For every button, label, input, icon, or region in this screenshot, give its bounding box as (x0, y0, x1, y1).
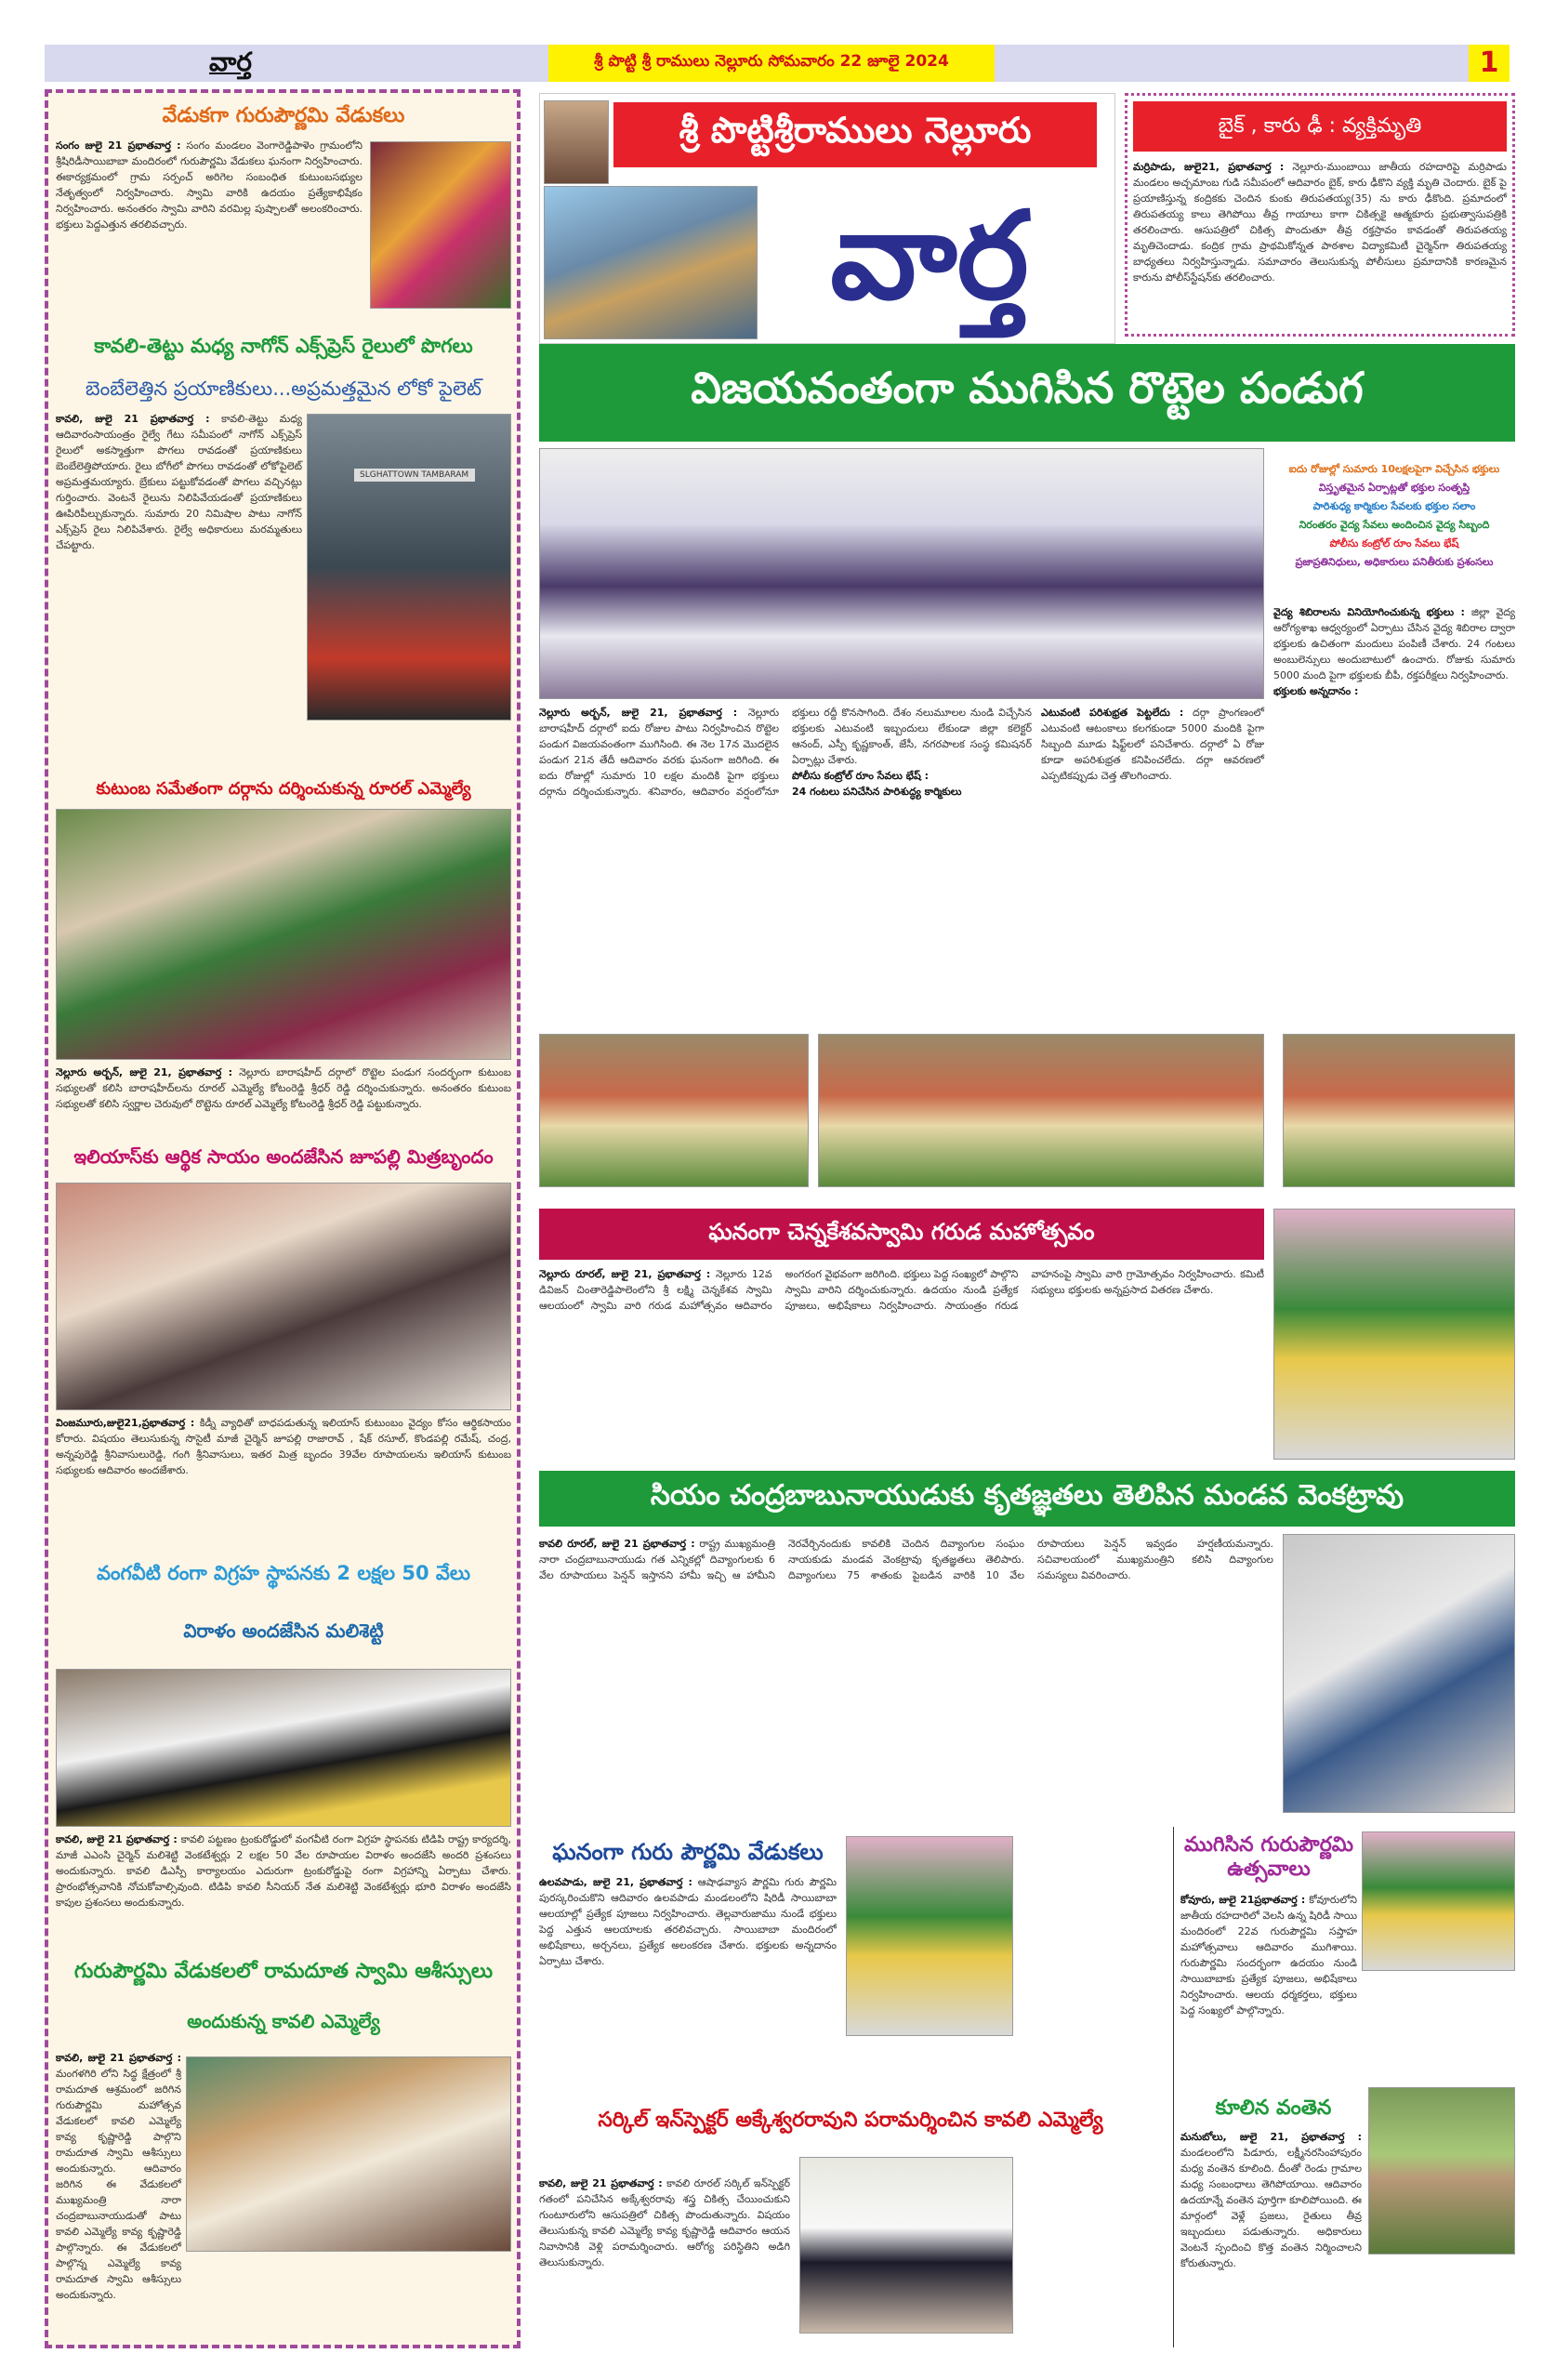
highlights-list (1273, 460, 1515, 572)
article-body: వింజమూరు,జులై21,ప్రభాతవార్త : కిడ్నీ వ్యాధితో బాధపడుతున్న ఇలియాస్ కుటుంబం వైద్యం కోసం ఆర్థికసాయం కోరారు. విషయం తెలుసుకున్న సొసైటీ మాజీ చైర్మెన్ జూపల్లి రాజారావ్ , షేక్ రసూల్, కొండపల్లి రమేష్, చంద్ర, అన్నపురెడ్డి శ్రీనివాసులురెడ్డి, గంగి శ్రీనివాసులు, ఇతర మిత్ర బృందం 39వేల రూపాయలను ఇలియాస్ కుటుంబ సభ్యులకు ఆదివారం అందజేశారు. (56, 1417, 512, 1476)
cm-meeting-photo (1283, 1534, 1515, 1813)
highlight-item: పారిశుధ్య కార్మికుల సేవలకు భక్తుల సలాం (1312, 500, 1476, 512)
sanitation-workers-photo (539, 1034, 809, 1187)
article-body: కోవూరు, జులై 21ప్రభాతవార్త : కోవూరులోని జాతీయ రహదారిలో వెలసి ఉన్న షిరిడీ సాయి మందిరంలో 22వ గురుపౌర్ణమి సప్తాహ మహోత్సవాలు ఆదివారం ముగిశాయి. గురుపౌర్ణమి సందర్భంగా ఉదయం నుండి సాయిబాబాకు ప్రత్యేక పూజలు, అభిషేకాలు నిర్వహించారు. ఆలయ ధర్మకర్తలు, భక్తులు పెద్ద సంఖ్యలో పాల్గొన్నారు. (1180, 1894, 1358, 2016)
highlight-item: ఐదు రోజుల్లో సుమారు 10లక్షలపైగా విచ్చేసిన భక్తులు (1288, 463, 1500, 475)
police-photo (1283, 1034, 1515, 1187)
article-headline: కావలి-తెట్టు మధ్య నాగోన్ ఎక్స్‌ప్రెస్ రైలులో పొగలు (94, 335, 473, 357)
mandava-headline: సియం చంద్రబాబునాయుడుకు కృతజ్ఞతలు తెలిపిన మండవ వెంకట్రావు (539, 1471, 1515, 1527)
article-body: నెల్లూరు రూరల్, జులై 21, ప్రభాతవార్త : నెల్లూరు 12వ డివిజన్ చింతారెడ్డిపాలెంలోని శ్రీ లక్ష్మి చెన్నకేశవ స్వామి ఆలయంలో స్వామి వారి గరుడ మహోత్సవం ఆదివారం అంగరంగ వైభవంగా జరిగింది. భక్తులు పెద్ద సంఖ్యలో పాల్గొని స్వామి వారిని దర్శించుకున్నారు. ఉదయం నుండి ప్రత్యేక పూజలు, అభిషేకాలు నిర్వహించారు. సాయంత్రం గరుడ వాహనంపై స్వామి వారి గ్రామోత్సవం నిర్వహించారు. కమిటీ సభ్యులు భక్తులకు అన్నప్రసాద వితరణ చేశారు. (539, 1268, 1264, 1312)
article-body: కావలి, జులై 21 ప్రభాతవార్త : కావలి-తెట్టు మధ్య ఆదివారంసాయంత్రం రైల్వే గేటు సమీపంలో నాగోన్ ఎక్స్‌ప్రెస్ రైలులో అకస్మాత్తుగా పొగలు రావడంతో ప్రయాణికులు బెంబేలెత్తిపోయారు. రైలు బోగీలో పొగలు రావడంతో లోకోపైలెట్ అప్రమత్తమయ్యారు. బ్రేకులు పట్టుకోవడంతో పొగలు వచ్చినట్లు గుర్తించారు. వెంటనే రైలును నిలిపివేయడంతో ప్రయాణికులు ఊపిరిపీల్చుకున్నారు. సుమారు 20 నిమిషాల పాటు నాగోన్ ఎక్స్‌ప్రెస్ రైలు నిలిపివేశారు. రైల్వే అధికారులు మరమ్మతులు చేపట్టారు. (56, 413, 302, 551)
header-logo: వార్త (209, 46, 252, 77)
article-headline: వేడుకగా గురుపౌర్ణమి వేడుకలు (162, 104, 405, 127)
page-number: 1 (1469, 45, 1510, 82)
highlight-item: నిరంతరం వైద్య సేవలు అందించిన వైద్య సిబ్బంది (1299, 519, 1490, 531)
highlight-item: ప్రజాప్రతినిధులు, అధికారులు పనితీరుకు ప్రశంసలు (1295, 556, 1494, 568)
train-sign: SLGHATTOWN TAMBARAM (354, 469, 475, 482)
article-headline: ఘనంగా గురు పౌర్ణమి వేడుకలు (552, 1839, 824, 1865)
article-subhead: బెంబేలెత్తిన ప్రయాణికులు...అప్రమత్తమైన లోకో పైలెట్ (85, 377, 482, 400)
garuda-headline: ఘనంగా చెన్నకేశవస్వామి గరుడ మహోత్సవం (539, 1209, 1264, 1260)
donation-photo (56, 1183, 511, 1410)
article-headline: వంగవీటి రంగా విగ్రహ స్థాపనకు 2 లక్షల 50 వేలు (96, 1562, 470, 1584)
article-body: వైద్య శిబిరాలను వినియోగించుకున్న భక్తులు : జిల్లా వైద్య ఆరోగ్యశాఖ ఆధ్వర్యంలో ఏర్పాటు చేసిన వైద్య శిబిరాల ద్వారా భక్తులకు ఉచితంగా మందులు పంపిణీ చేశారు. 24 గంటలు అంబులెన్సులు అందుబాటులో ఉంచారు. రోజుకు సుమారు 5000 మంది పైగా భక్తులకు బీపీ, రక్తపరీక్షలు నిర్వహించారు. భక్తులకు అన్నదానం : (1273, 606, 1516, 697)
article-body: కావలి రూరల్, జులై 21 ప్రభాతవార్త : రాష్ట్ర ముఖ్యమంత్రి నారా చంద్రబాబునాయుడు గత ఎన్నికల్లో దివ్యాంగులకు 6 వేల రూపాయలు పెన్షన్ ఇస్తానని హామీ ఇచ్చి ఆ హామీని నెరవేర్చినందుకు కావలికి చెందిన దివ్యాంగుల సంఘం నాయకుడు మండవ వెంకట్రావు కృతజ్ఞతలు తెలిపారు. దివ్యాంగులు 75 శాతంకు పైబడిన వారికి 10 వేల రూపాయలు పెన్షన్ ఇవ్వడం హర్షణీయమన్నారు. సచివాలయంలో ముఖ్యమంత్రిని కలిసి దివ్యాంగుల సమస్యలు వివరించారు. (539, 1538, 1273, 1581)
article-body: ఉలవపాడు, జులై 21, ప్రభాతవార్త : ఆషాఢవ్యాస పౌర్ణమి గురు పౌర్ణమి పురస్కరించుకొని ఆదివారం ఉలవపాడు మండలంలోని షిరిడీ సాయిబాబా ఆలయాల్లో ప్రత్యేక పూజలు నిర్వహించారు. తెల్లవారుజాము నుండే భక్తులు పెద్ద ఎత్తున ఆలయాలకు తరలివచ్చారు. సాయిబాబా మందిరంలో అభిషేకాలు, అర్చనలు, ప్రత్యేక అలంకరణ చేశారు. భక్తులకు అన్నదానం ఏర్పాటు చేశారు. (539, 1876, 837, 1967)
article-body: కావలి, జులై 21 ప్రభాతవార్త : మంగళగిరి లోని సిద్ధ క్షేత్రంలో శ్రీ రామదూత ఆశ్రమంలో జరిగిన గురుపౌర్ణమి మహోత్సవ వేడుకలలో కావలి ఎమ్మెల్యే కావ్య కృష్ణారెడ్డి పాల్గొని రామదూత స్వామి ఆశీస్సులు అందుకున్నారు. ఆదివారం జరిగిన ఈ వేడుకలలో ముఖ్యమంత్రి నారా చంద్రబాబునాయుడుతో పాటు కావలి ఎమ్మెల్యే కావ్య కృష్ణారెడ్డి పాల్గొన్నారు. ఈ వేడుకలలో పాల్గొన్న ఎమ్మెల్యే కావ్య రామదూత స్వామి ఆశీస్సులు అందుకున్నారు. (56, 2052, 181, 2301)
portrait-photo (544, 100, 609, 184)
mla-dargah-photo (56, 809, 511, 1060)
masthead-logo: వార్త (830, 184, 1029, 326)
accident-article (1125, 93, 1515, 337)
stage-photo (539, 448, 1264, 699)
article-subhead: విరాళం అందజేసిన మలిశెట్టి (183, 1620, 384, 1642)
article-body: నెల్లూరు అర్బన్, జులై 21, ప్రభాతవార్త : నెల్లూరు బారాషహీద్ దర్గాలో ఐదు రోజుల పాటు నిర్వహించిన రొట్టెల పండుగ విజయవంతంగా ముగిసింది. ఈ నెల 17న మొదలైన పండుగ 21న తేదీ ఆదివారం వరకు ఘనంగా జరిగింది. ఈ ఐదు రోజుల్లో సుమారు 10 లక్షల మందికి పైగా భక్తులు దర్గాను దర్శించుకున్నారు. శనివారం, ఆదివారం వర్షంలోనూ భక్తులు రద్దీ కొనసాగింది. దేశం నలుమూలల నుండి విచ్చేసిన భక్తులకు ఎటువంటి ఇబ్బందులు లేకుండా జిల్లా కలెక్టర్ ఆనంద్, ఎస్పీ కృష్ణకాంత్, జేసీ, నగరపాలక సంస్థ కమిషనర్ ఏర్పాట్లు చేశారు. పోలీసు కంట్రోల్ రూం సేవలు భేష్ : 24 గంటలు పనిచేసిన పారిశుద్ధ్య కార్మికులు (539, 707, 1032, 798)
rottela-headline: విజయవంతంగా ముగిసిన రొట్టెల పండుగ (539, 344, 1515, 442)
article-headline: కుటుంబ సమేతంగా దర్గాను దర్శించుకున్న రూరల్ ఎమ్మెల్యే (96, 779, 471, 799)
article-subhead: అందుకున్న కావలి ఎమ్మెల్యే (187, 2010, 380, 2032)
article-body: సంగం జులై 21 ప్రభాతవార్త : సంగం మండలం వెంగారెడ్డిపాళెం గ్రామంలోని శ్రీషిరిడీసాయిబాబా మందిరంలో గురుపౌర్ణమి వేడుకలు ఘనంగా నిర్వహించారు. ఈకార్యక్రమంలో గ్రామ సర్పంచ్ అరిగెల సంబంధిత కుటుంబసభ్యుల నేతృత్వంలో నిర్వహించారు. స్వామి వారికి ఉదయం ప్రత్యేకాభిషేకం నిర్వహించారు. అనంతరం స్వామి వారిని వరమిల్ల పుష్పాలతో అలంకరించారు. భక్తులు పెద్దఎత్తున తరలివచ్చారు. (56, 139, 363, 231)
article-headline: ఇలియాస్‌కు ఆర్థిక సాయం అందజేసిన జూపల్లి మిత్రబృందం (73, 1145, 494, 1168)
sai-baba-photo (846, 1836, 1013, 2036)
highlight-item: పోలీసు కంట్రోల్ రూం సేవలు భేష్ (1329, 537, 1459, 549)
train-photo (307, 414, 511, 721)
article-headline: బైక్ , కారు ఢీ : వ్యక్తిమృతి (1133, 101, 1507, 152)
article-headline: కూలిన వంతెన (1215, 2096, 1332, 2120)
ci-visit-photo (799, 2157, 1013, 2334)
masthead-title: శ్రీ పొట్టిశ్రీరాములు నెల్లూరు (613, 102, 1097, 167)
highlight-item: విస్తృతమైన ఏర్పాట్లతో భక్తుల సంతృప్తి (1318, 482, 1470, 494)
article-body: మనుబోలు, జులై 21, ప్రభాతవార్త : మండలంలోని పిడూరు, లక్ష్మీనరసింహాపురం మధ్య వంతెన కూలింది. దీంతో రెండు గ్రామాల మధ్య సంబంధాలు తెగిపోయాయి. ఆదివారం ఉదయాన్నే వంతెన పూర్తిగా కూలిపోయింది. ఈ మార్గంలో వెళ్లే ప్రజలు, రైతులు తీవ్ర ఇబ్బందులు పడుతున్నారు. అధికారులు వెంటనే స్పందించి కొత్త వంతెన నిర్మించాలని కోరుతున్నారు. (1180, 2131, 1362, 2269)
article-headline: గురుపౌర్ణమి వేడుకలలో రామదూత స్వామి ఆశీస్సులు (73, 1960, 494, 1983)
garuda-deity-photo (1273, 1209, 1515, 1460)
workers-group-photo (818, 1034, 1264, 1187)
article-body: మర్రిపాడు, జులై21, ప్రభాతవార్త : నెల్లూరు-ముంబాయి జాతీయ రహదారిపై మర్రిపాడు మండలం అచ్చమాంబ గుడి సమీపంలో ఆదివారం బైక్, కారు ఢీకొని వ్యక్తి మృతి చెందారు. బైక్ పై ప్రయాణిస్తున్న కంద్రికకు చెందిన కుంకు తిరుపతయ్య(35) ను కారు ఢీకొంది. ప్రమాదంలో తిరుపతయ్య కాలు తెగిపోయి తీవ్ర గాయాలు కాగా చికిత్సకై ఆత్మకూరు ప్రభుత్వాసుపత్రికి తరలించారు. ఆసుపత్రిలో చికిత్స పొందుతూ తీవ్ర రక్తస్రావం కావడంతో తిరుపతయ్య మృతిచెందాడు. కంద్రిక గ్రామ ప్రాథమికోన్నత పాఠశాల విద్యాకమిటీ చైర్మెన్‌గా తిరుపతయ్య బాధ్యతలు నిర్వహిస్తున్నాడు. సమాచారం తెలుసుకున్న పోలీసులు ప్రమాదానికి కారణమైన కారును పోలీస్‌స్టేషన్‌కు తరలించారు. (1133, 161, 1507, 284)
mla-swamiji-photo (186, 2056, 511, 2252)
landmarks-collage (544, 186, 758, 339)
article-body: ఎటువంటి పరిశుభ్రత పెట్టలేదు : దర్గా ప్రాంగణంలో ఎటువంటి ఆటంకాలు కలగకుండా 5000 మందికి పైగా సిబ్బంది మూడు షిఫ్ట్‌లలో పనిచేశారు. దర్గాలో ఏ రోజు కూడా అపరిశుభ్రత కనిపించలేదు. దర్గా ఆవరణలో ఎప్పటికప్పుడు చెత్త తొలగించారు. (1041, 707, 1265, 782)
article-body: నెల్లూరు అర్బన్, జులై 21, ప్రభాతవార్త : నెల్లూరు బారాషహీద్ దర్గాలో రొట్టెల పండుగ సందర్భంగా కుటుంబ సభ్యులతో కలిసి బారాషహీద్‌లను రూరల్ ఎమ్మెల్యే కోటంరెడ్డి శ్రీధర్ రెడ్డి దర్శించుకున్నారు. అనంతరం కుటుంబ సభ్యులతో కలిసి స్వర్ణాల చెరువులో రొట్టెను రూరల్ ఎమ్మెల్యే కోటంరెడ్డి శ్రీధర్ రెడ్డి పట్టుకున్నారు. (56, 1066, 511, 1110)
collapsed-bridge-photo (1368, 2087, 1515, 2254)
article-body: కావలి, జులై 21 ప్రభాతవార్త : కావలి రూరల్ సర్కిల్ ఇన్‌స్పెక్టర్ గతంలో పనిచేసిన అక్కేశ్వరరావు శస్త్ర చికిత్స చేయించుకుని గుంటూరులోని ఆసుపత్రిలో చికిత్స పొందుతున్నారు. విషయం తెలుసుకున్న కావలి ఎమ్మెల్యే కావ్య కృష్ణారెడ్డి ఆదివారం ఆయన నివాసానికి వెళ్లి పరామర్శించారు. ఆరోగ్య పరిస్థితిని అడిగి తెలుసుకున్నారు. (539, 2177, 791, 2268)
shirdi-temple-photo (1362, 1831, 1515, 1971)
header-dateline: శ్రీ పొట్టి శ్రీ రాములు నెల్లూరు సోమవారం 22 జూలై 2024 (548, 45, 995, 82)
article-body: కావలి, జులై 21 ప్రభాతవార్త : కావలి పట్టణం ట్రంకురోడ్డులో వంగవీటి రంగా విగ్రహ స్థాపనకు టిడిపి రాష్ట్ర కార్యదర్శి, మాజీ ఎఎంసి చైర్మెన్ మలిశెట్టి వెంకటేశ్వర్లు 2 లక్షల 50 వేల రూపాయల విరాళం అందజేసి అందరి ప్రశంసలు అందుకున్నారు. కావలి డిఎస్పీ కార్యాలయం ఎదురుగా ట్రంకురోడ్డుపై రంగా విగ్రహాన్ని ఏర్పాటు చేశారు. ప్రారంభోత్సవానికి నోచుకోవాల్సివుంది. టిడిపి కావలి సీనియర్ నేత మలిశెట్టి వెంకటేశ్వర్లు భూరి విరాళం అందజేసి కాపుల ప్రశంసలు అందుకున్నారు. (56, 1833, 512, 1909)
article-headline: ముగిసిన గురుపౌర్ణమి ఉత్సవాలు (1183, 1833, 1354, 1882)
article-headline: సర్కిల్ ఇన్‌స్పెక్టర్ అక్కేశ్వరరావుని పరామర్శించిన కావలి ఎమ్మెల్యే (598, 2109, 1103, 2132)
donation-cheque-photo (56, 1669, 511, 1827)
temple-photo (370, 141, 511, 309)
column-divider (1173, 1827, 1174, 2347)
